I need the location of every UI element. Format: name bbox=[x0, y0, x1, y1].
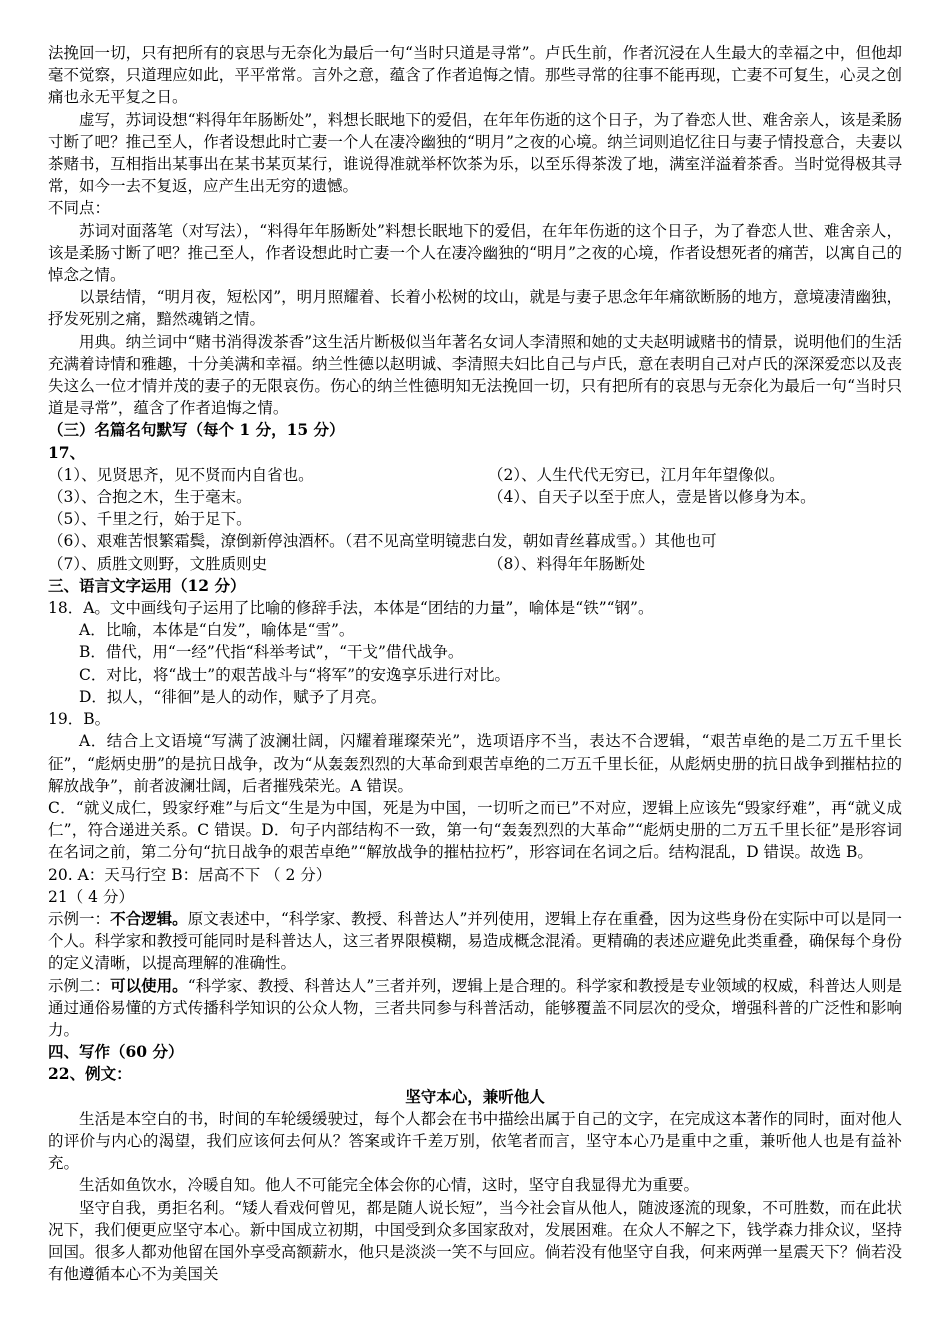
example-verdict: 可以使用。 bbox=[110, 975, 188, 995]
example-answer bbox=[48, 975, 902, 1042]
essay-paragraph: 生活是本空白的书，时间的车轮缓缓驶过，每个人都会在书中描绘出属于自己的文字，在完成这本著作的同时，面对他人的评价与内心的渴望，我们应该何去何从？答案或许千差万别，依笔者而言，坚守本心乃是重中之重，兼听他人也是有益补充。 bbox=[48, 1109, 902, 1173]
example-text: “科学家、教授、科普达人”三者并列，逻辑上是合理的。科学家和教授是专业领域的权威，科普达人则是通过通俗易懂的方式传播科学知识的公众人物，三者共同参与科普活动，能够覆盖不同层次的受众，增强科普的广泛性和影响力。 bbox=[48, 976, 902, 1039]
answer-item: （7）、质胜文则野，文胜质则史 bbox=[48, 554, 268, 573]
answer-item: （3）、合抱之木，生于毫末。 bbox=[48, 488, 252, 507]
option-explanation: C．对比，将“战士”的艰苦战斗与“将军”的安逸享乐进行对比。 bbox=[79, 665, 511, 684]
answer-row bbox=[48, 486, 902, 508]
answer-row bbox=[48, 464, 902, 486]
paragraph: 法挽回一切，只有把所有的哀思与无奈化为最后一句“当时只道是寻常”。卢氏生前，作者沉浸在人生最大的幸福之中，但他却毫不觉察，只道理应如此，平平常常。言外之意，蕴含了作者追悔之情。那些寻常的往事不能再现，亡妻不可复生，心灵之创痛也永无平复之日。 bbox=[48, 44, 902, 107]
paragraph: 以景结情，“明月夜，短松冈”，明月照耀着、长着小松树的坟山，就是与妻子思念年年痛欲断肠的地方，意境凄清幽独，抒发死别之痛，黯然魂销之情。 bbox=[48, 288, 902, 329]
question-answer: 19．B。 bbox=[48, 710, 111, 729]
paragraph: 苏词对面落笔（对写法），“料得年年肠断处”料想长眠地下的爱侣，在年年伤逝的这个日子，为了眷恋人世、难舍亲人，该是柔肠寸断了吧？推己至人，作者设想此时亡妻一个人在凄冷幽独的“明月”之夜的心境，作者设想死者的痛苦，以寓自己的悼念之情。 bbox=[48, 221, 902, 285]
answer-item: （5）、千里之行，始于足下。 bbox=[48, 510, 252, 529]
example-answer bbox=[48, 908, 902, 975]
section-heading: （三）名篇名句默写（每个 1 分，15 分） bbox=[48, 420, 345, 440]
answer-item: （1）、见贤思齐，见不贤而内自省也。 bbox=[48, 465, 314, 484]
example-verdict: 不合逻辑。 bbox=[110, 908, 188, 928]
essay-paragraph: 坚守自我，勇拒名利。“矮人看戏何曾见，都是随人说长短”，当今社会盲从他人，随波逐流的现象，不可胜数，而在此状况下，我们便更应坚守本心。新中国成立初期，中国受到众多国家敌对，发展困难。在众人不解之下，钱学森力排众议，坚持回国。很多人都劝他留在国外享受高额薪水，他只是淡淡一笑不与回应。倘若没有他坚守自我，何来两弹一星震天下？倘若没有他遵循本心不为美国关 bbox=[48, 1198, 902, 1284]
option-explanation: A．比喻，本体是“白发”，喻体是“雪”。 bbox=[79, 621, 355, 640]
example-text: 原文表述中，“科学家、教授、科普达人”并列使用，逻辑上存在重叠，因为这些身份在实际中可以是同一个人。科学家和教授可能同时是科普达人，这三者界限模糊，易造成概念混淆。更精确的表述应避免此类重叠，确保每个身份的定义清晰，以提高理解的准确性。 bbox=[48, 909, 902, 973]
option-explanation: D．拟人，“徘徊”是人的动作，赋予了月亮。 bbox=[79, 687, 387, 706]
paragraph: 用典。纳兰词中“赌书消得泼茶香”这生活片断极似当年著名女词人李清照和她的丈夫赵明诚赌书的情景，说明他们的生活充满着诗情和雅趣，十分美满和幸福。纳兰性德以赵明诚、李清照夫妇比自己与卢氏，意在表明自己对卢氏的深深爱恋以及丧失这么一位才情并茂的妻子的无限哀伤。伤心的纳兰性德明知无法挽回一切，只有把所有的哀思与无奈化为最后一句“当时只道是寻常”，蕴含了作者追悔之情。 bbox=[48, 332, 902, 418]
paragraph: 虚写，苏词设想“料得年年肠断处”，料想长眠地下的爱侣，在年年伤逝的这个日子，为了眷恋人世、难舍亲人，该是柔肠寸断了吧？推己至人，作者设想此时亡妻一个人在凄冷幽独的“明月”之夜的心境。纳兰词则追忆往日与妻子情投意合，夫妻以茶赌书，互相指出某事出在某书某页某行，谁说得准就举杯饮茶为乐，以至乐得茶泼了地，满室洋溢着茶香。当时觉得极其寻常，如今一去不复返，应产生出无穷的遗憾。 bbox=[48, 110, 902, 196]
essay-paragraph: 生活如鱼饮水，冷暖自知。他人不可能完全体会你的心情，这时，坚守自我显得尤为重要。 bbox=[79, 1176, 700, 1195]
question-number: 22、例文： bbox=[48, 1064, 132, 1084]
example-label: 示例一： bbox=[48, 909, 111, 928]
essay-title: 坚守本心，兼听他人 bbox=[405, 1086, 545, 1106]
subheading: 不同点： bbox=[48, 199, 111, 218]
option-explanation: C．“就义成仁，毁家纾难”与后文“生是为中国，死是为中国，一切听之而已”不对应，逻辑上应该先“毁家纾难”，再“就义成仁”，符合递进关系。C 错误。D．句子内部结构不一致，第一句“轰轰烈烈的大革命”“彪炳史册的二万五千里长征”是形容词在名词之前，第二分句“抗日战争的艰苦卓绝”“解放战争的摧枯拉朽”，形容词在名词之后。结构混乱，D 错误。故选 B。 bbox=[48, 798, 902, 862]
answer-item: （4）、自天子以至于庶人，壹是皆以修身为本。 bbox=[488, 488, 816, 507]
question-number: 21（ 4 分） bbox=[48, 887, 134, 906]
example-label: 示例二： bbox=[48, 976, 111, 995]
option-explanation: A．结合上文语境“写满了波澜壮阔，闪耀着璀璨荣光”，选项语序不当，表达不合逻辑，“艰苦卓绝的是二万五千里长征”，“彪炳史册”的是抗日战争，改为“从轰轰烈烈的大革命到艰苦卓绝的二万五千里长征，从彪炳史册的抗日战争到摧枯拉的解放战争”，前者波澜壮阔，后者摧残荣光。A 错误。 bbox=[48, 732, 902, 795]
section-heading: 三、语言文字运用（12 分） bbox=[48, 575, 246, 595]
question-number: 17、 bbox=[48, 442, 86, 462]
question-answer: 18．A。文中画线句子运用了比喻的修辞手法，本体是“团结的力量”，喻体是“铁”“钢”。 bbox=[48, 599, 654, 618]
answer-row bbox=[48, 553, 902, 575]
answer-item: （2）、人生代代无穷已，江月年年望像似。 bbox=[488, 465, 785, 484]
answer-item: （8）、料得年年肠断处 bbox=[488, 554, 646, 573]
option-explanation: B．借代，用“一经”代指“科举考试”，“干戈”借代战争。 bbox=[79, 643, 464, 662]
answer-item: （6）、艰难苦恨繁霜鬓，潦倒新停浊酒杯。（君不见高堂明镜悲白发，朝如青丝暮成雪。）其他也可 bbox=[48, 532, 717, 551]
section-heading: 四、写作（60 分） bbox=[48, 1042, 184, 1062]
question-answer: 20. A：天马行空 B：居高不下 （ 2 分） bbox=[48, 865, 332, 884]
